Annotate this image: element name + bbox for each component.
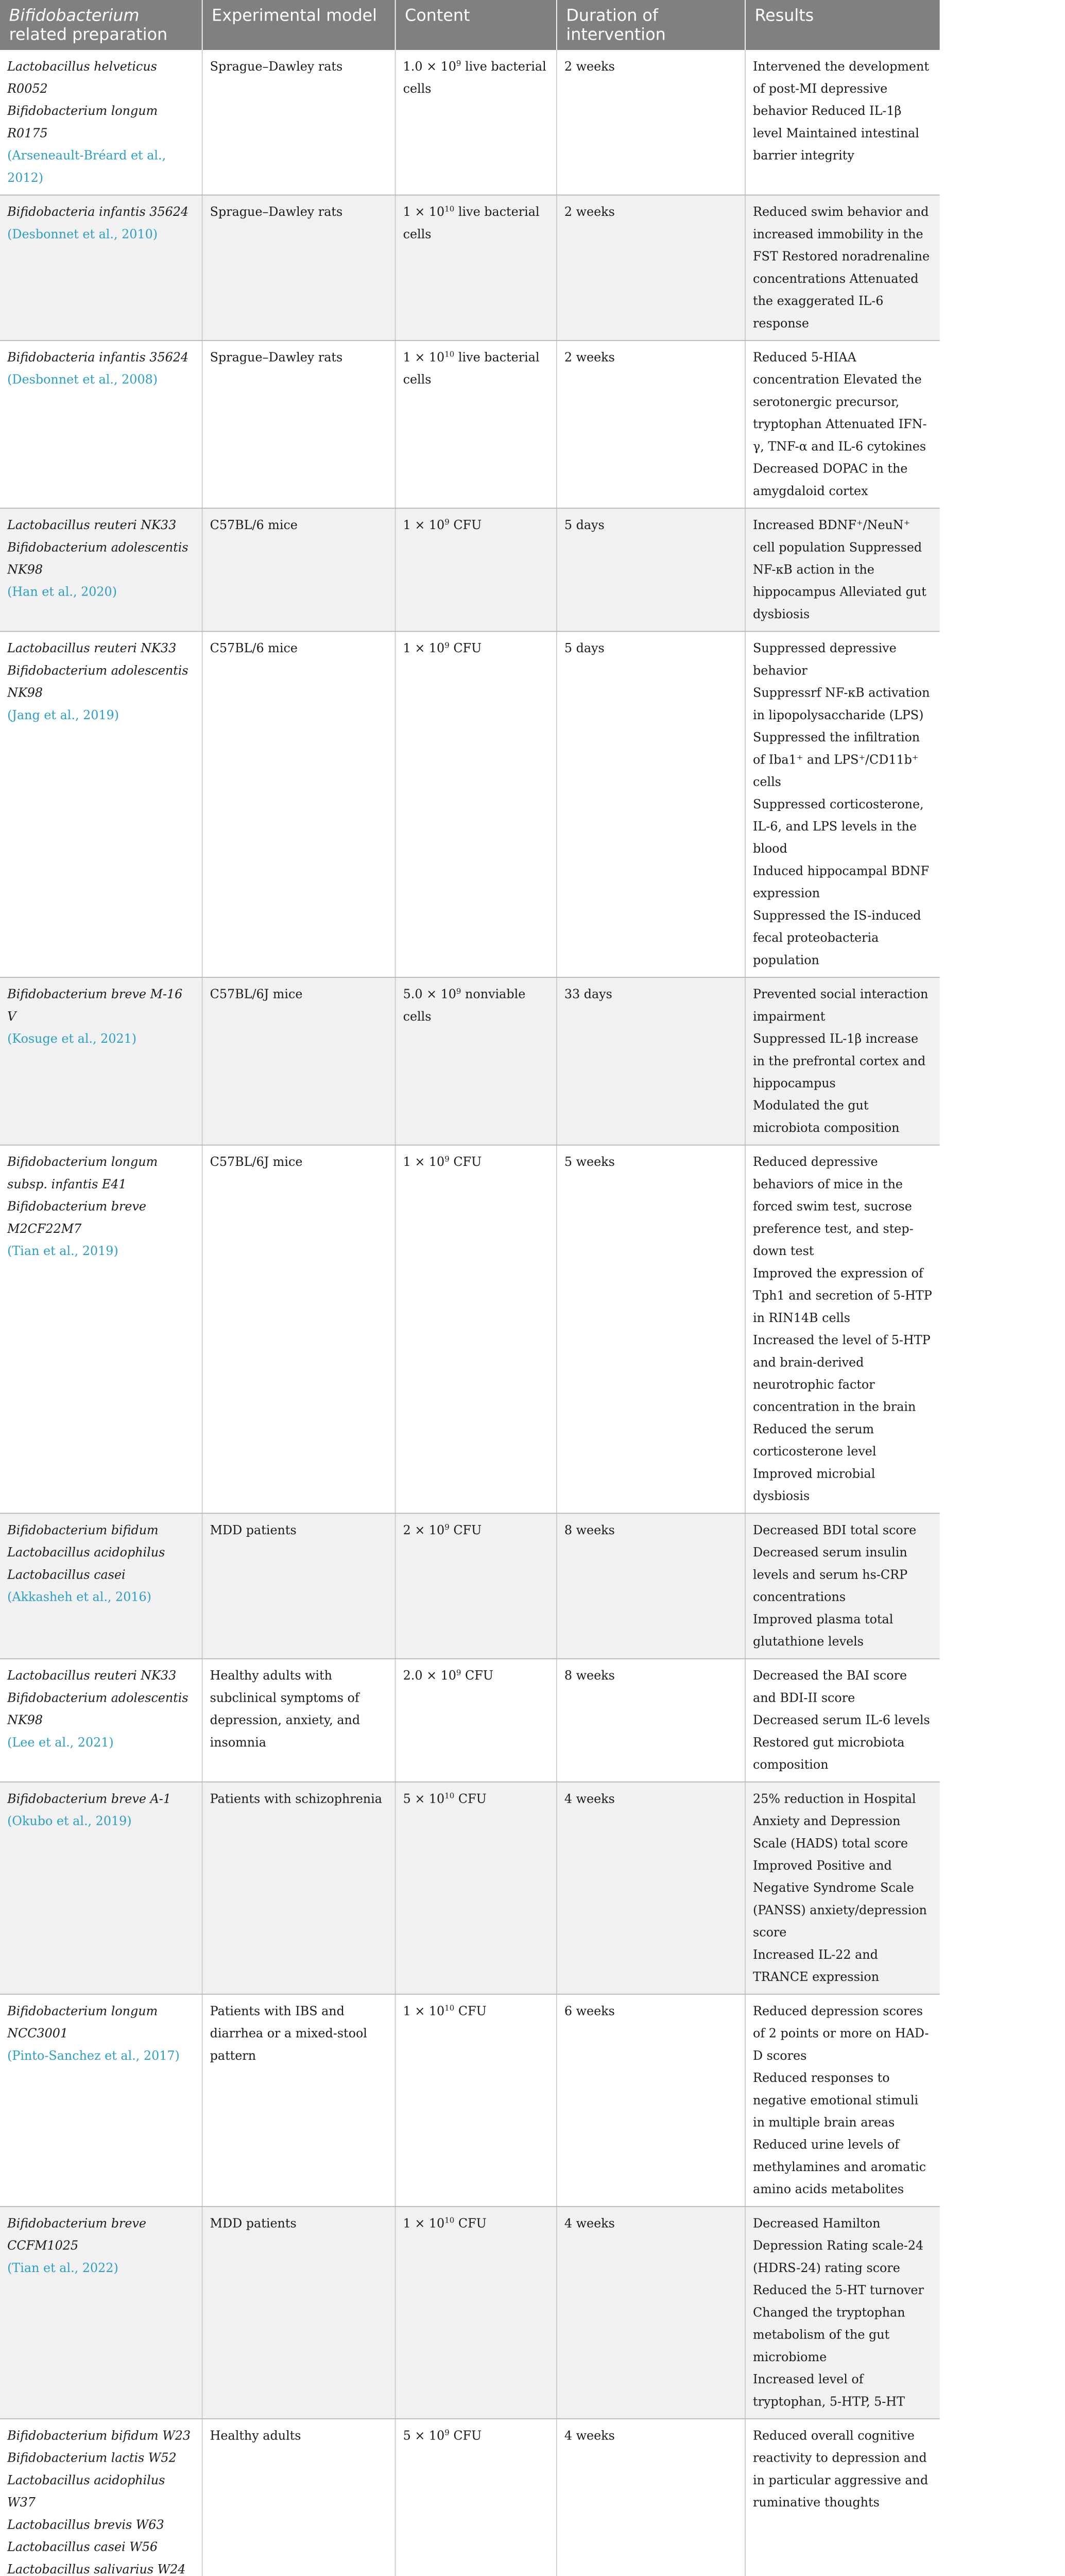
citation-link[interactable]: (Desbonnet et al., 2010) <box>7 227 158 242</box>
experimental-model-text: C57BL/6J mice <box>210 987 303 1002</box>
cell-duration <box>557 1782 745 1994</box>
cell-results <box>745 195 940 341</box>
cell-content <box>396 1145 557 1514</box>
result-item: 25% reduction in Hospital Anxiety and Depression Scale (HADS) total score <box>753 1792 916 1851</box>
strain-name: Bifidobacterium longum subsp. infantis E41 Bifidobacterium breve M2CF22M7 <box>7 1155 158 1236</box>
content-exponent: 9 <box>456 987 461 996</box>
cell-preparation <box>0 1782 202 1994</box>
cell-results <box>745 2419 940 2576</box>
result-item: Increased the level of 5-HTP and brain-derived neurotrophic factor concentration in the brain <box>753 1333 931 1414</box>
table-row <box>0 50 940 195</box>
header-italic-text: Bifidobacterium <box>9 6 140 25</box>
cell-results <box>745 1513 940 1658</box>
result-item: Decreased BDI total score <box>753 1523 917 1538</box>
header-text-suffix: related preparation <box>9 25 168 44</box>
table-row <box>0 1145 940 1514</box>
cell-content <box>396 1994 557 2207</box>
content-unit: CFU <box>454 2216 487 2231</box>
content-unit: CFU <box>454 2004 487 2019</box>
citation-link[interactable]: (Pinto-Sanchez et al., 2017) <box>7 2048 180 2063</box>
content-base: 2 × 10 <box>403 1523 445 1538</box>
cell-experimental-model <box>202 508 396 631</box>
cell-content <box>396 2419 557 2576</box>
content-base: 1 × 10 <box>403 205 445 219</box>
experimental-model-text: Patients with IBS and diarrhea or a mixed-stool pattern <box>210 2004 367 2063</box>
content-unit: CFU <box>449 1523 482 1538</box>
experimental-model-text: MDD patients <box>210 1523 297 1538</box>
content-exponent: 10 <box>444 2004 455 2013</box>
cell-content <box>396 1659 557 1782</box>
cell-content <box>396 341 557 509</box>
cell-experimental-model <box>202 2419 396 2576</box>
strain-name: Bifidobacterium breve A-1 <box>7 1792 171 1806</box>
cell-results <box>745 2207 940 2419</box>
duration-text: 4 weeks <box>564 2216 615 2231</box>
cell-duration <box>557 1994 745 2207</box>
content-base: 1 × 10 <box>403 350 445 365</box>
table-row <box>0 1994 940 2207</box>
duration-text: 4 weeks <box>564 2429 615 2443</box>
table-row <box>0 2207 940 2419</box>
cell-duration <box>557 977 745 1145</box>
strain-name: Bifidobacterium breve CCFM1025 <box>7 2216 146 2253</box>
content-base: 1 × 10 <box>403 1155 445 1170</box>
cell-experimental-model <box>202 2207 396 2419</box>
result-item: Reduced depressive behaviors of mice in the forced swim test, sucrose preference test, and step-down test <box>753 1155 914 1259</box>
table-header <box>0 0 940 50</box>
cell-results <box>745 632 940 977</box>
cell-results <box>745 977 940 1145</box>
result-item: Reduced urine levels of methylamines and aromatic amino acids metabolites <box>753 2138 926 2197</box>
experimental-model-text: C57BL/6 mice <box>210 518 298 533</box>
cell-duration <box>557 1513 745 1658</box>
content-unit: CFU <box>449 641 482 656</box>
strain-name: Lactobacillus acidophilus <box>7 1545 165 1560</box>
citation-link[interactable]: (Okubo et al., 2019) <box>7 1814 132 1828</box>
cell-experimental-model <box>202 341 396 509</box>
table-body <box>0 50 940 2576</box>
cell-duration <box>557 1659 745 1782</box>
experimental-model-text: C57BL/6 mice <box>210 641 298 656</box>
citation-link[interactable]: (Kosuge et al., 2021) <box>7 1031 137 1046</box>
cell-preparation <box>0 50 202 195</box>
strain-name: Bifidobacterium bifidum <box>7 1523 159 1538</box>
header-preparation <box>0 0 202 50</box>
result-item: Suppressed IL-1β increase in the prefrontal cortex and hippocampus <box>753 1031 926 1091</box>
citation-link[interactable]: (Tian et al., 2022) <box>7 2261 118 2276</box>
cell-preparation <box>0 341 202 509</box>
duration-text: 5 weeks <box>564 1155 615 1170</box>
content-exponent: 9 <box>444 2428 450 2438</box>
result-item: Improved microbial dysbiosis <box>753 1467 875 1503</box>
cell-experimental-model <box>202 977 396 1145</box>
content-base: 5 × 10 <box>403 1792 445 1806</box>
cell-experimental-model <box>202 632 396 977</box>
cell-preparation <box>0 2419 202 2576</box>
citation-link[interactable]: (Akkasheh et al., 2016) <box>7 1590 151 1604</box>
result-item: Suppressed the IS-induced fecal proteobacteria population <box>753 908 921 968</box>
content-unit: CFU <box>449 518 482 533</box>
experimental-model-text: Healthy adults with subclinical symptoms of depression, anxiety, and insomnia <box>210 1669 360 1750</box>
result-item: Reduced overall cognitive reactivity to depression and in particular aggressive and ruminative thoughts <box>753 2429 929 2510</box>
cell-experimental-model <box>202 1145 396 1514</box>
result-item: Restored gut microbiota composition <box>753 1735 905 1772</box>
duration-text: 2 weeks <box>564 205 615 219</box>
cell-preparation <box>0 1659 202 1782</box>
result-item: Decreased Hamilton Depression Rating scale-24 (HDRS-24) rating score <box>753 2216 924 2276</box>
cell-content <box>396 508 557 631</box>
duration-text: 2 weeks <box>564 59 615 74</box>
result-item: Improved plasma total glutathione levels <box>753 1612 894 1649</box>
cell-results <box>745 1994 940 2207</box>
cell-preparation <box>0 632 202 977</box>
cell-experimental-model <box>202 1782 396 1994</box>
header-text: Duration of intervention <box>566 6 666 44</box>
duration-text: 4 weeks <box>564 1792 615 1806</box>
result-item: Decreased serum IL-6 levels <box>753 1713 930 1727</box>
content-exponent: 9 <box>444 641 450 650</box>
table-row <box>0 2419 940 2576</box>
content-base: 5 × 10 <box>403 2429 445 2443</box>
table-row <box>0 1782 940 1994</box>
result-item: Reduced swim behavior and increased immobility in the FST Restored noradrenaline concentrations Attenuated the exaggerated IL-6 response <box>753 205 930 331</box>
result-item: Improved Positive and Negative Syndrome Scale (PANSS) anxiety/depression score <box>753 1858 927 1940</box>
experimental-model-text: C57BL/6J mice <box>210 1155 303 1170</box>
header-experimental-model <box>202 0 396 50</box>
strain-name: Bifidobacterium adolescentis NK98 <box>7 664 188 700</box>
cell-preparation <box>0 2207 202 2419</box>
content-base: 1 × 10 <box>403 641 445 656</box>
citation-link[interactable]: (Arseneault-Bréard et al., 2012) <box>7 148 166 185</box>
cell-results <box>745 1145 940 1514</box>
strain-name: Lactobacillus reuteri NK33 <box>7 518 177 533</box>
strain-name: Lactobacillus reuteri NK33 <box>7 641 177 656</box>
strain-name: Bifidobacterium adolescentis NK98 <box>7 1691 188 1727</box>
duration-text: 5 days <box>564 641 605 656</box>
result-item: Suppressed depressive behavior <box>753 641 897 678</box>
result-item: Reduced the serum corticosterone level <box>753 1422 877 1459</box>
content-base: 1.0 × 10 <box>403 59 456 74</box>
result-item: Changed the tryptophan metabolism of the gut microbiome <box>753 2306 905 2364</box>
table-row <box>0 195 940 341</box>
content-unit: nonviable cells <box>403 987 526 1024</box>
result-item: Decreased the BAI score and BDI-II score <box>753 1669 907 1705</box>
strain-name: Bifidobacteria infantis 35624 <box>7 205 189 219</box>
content-unit: CFU <box>454 1792 487 1806</box>
experimental-model-text: Sprague–Dawley rats <box>210 350 343 365</box>
header-text: Experimental model <box>212 6 377 25</box>
cell-duration <box>557 2419 745 2576</box>
duration-text: 8 weeks <box>564 1523 615 1538</box>
content-base: 1 × 10 <box>403 2216 445 2231</box>
strain-name: Lactobacillus casei W56 <box>7 2540 158 2554</box>
strain-name: Bifidobacterium breve M-16 V <box>7 987 183 1024</box>
cell-results <box>745 508 940 631</box>
result-item: Intervened the development of post-MI depressive behavior Reduced IL-1β level Maintained intestinal barrier integrity <box>753 59 929 163</box>
experimental-model-text: Sprague–Dawley rats <box>210 205 343 219</box>
cell-duration <box>557 2207 745 2419</box>
experimental-model-text: MDD patients <box>210 2216 297 2231</box>
cell-preparation <box>0 508 202 631</box>
result-item: Induced hippocampal BDNF expression <box>753 864 930 901</box>
result-item: Modulated the gut microbiota composition <box>753 1098 900 1136</box>
content-unit: CFU <box>449 1155 482 1170</box>
table-row <box>0 341 940 509</box>
header-text: Results <box>754 6 814 25</box>
result-item: Increased level of tryptophan, 5-HTP, 5-HT <box>753 2372 905 2409</box>
result-item: Improved the expression of Tph1 and secretion of 5-HTP in RIN14B cells <box>753 1266 932 1325</box>
cell-content <box>396 977 557 1145</box>
cell-results <box>745 1782 940 1994</box>
result-item: Increased BDNF⁺/NeuN⁺ cell population Suppressed NF-κB action in the hippocampus Alleviated gut dysbiosis <box>753 518 926 622</box>
content-exponent: 10 <box>444 2216 455 2225</box>
header-content <box>396 0 557 50</box>
table-row <box>0 1513 940 1658</box>
cell-duration <box>557 195 745 341</box>
content-exponent: 9 <box>444 1155 450 1164</box>
table-row <box>0 632 940 977</box>
cell-experimental-model <box>202 50 396 195</box>
cell-preparation <box>0 195 202 341</box>
citation-link[interactable]: (Jang et al., 2019) <box>7 708 119 723</box>
content-exponent: 9 <box>456 1668 461 1677</box>
content-exponent: 10 <box>444 1791 455 1801</box>
duration-text: 5 days <box>564 518 605 533</box>
strain-name: Lactobacillus helveticus R0052 <box>7 59 157 96</box>
content-unit: live bacterial cells <box>403 59 546 96</box>
strain-name: Bifidobacterium longum R0175 <box>7 104 158 141</box>
strain-name: Lactobacillus acidophilus W37 <box>7 2473 165 2510</box>
content-base: 5.0 × 10 <box>403 987 456 1002</box>
header-row <box>0 0 940 50</box>
header-text: Content <box>405 6 470 25</box>
cell-experimental-model <box>202 1994 396 2207</box>
cell-results <box>745 341 940 509</box>
experimental-model-text: Healthy adults <box>210 2429 301 2443</box>
strain-name: Bifidobacterium lactis W52 <box>7 2451 177 2465</box>
result-item: Reduced 5-HIAA concentration Elevated the serotonergic precursor, tryptophan Attenuated IFN-γ, TNF-α and IL-6 cytokines Decreased DOPAC in the amygdaloid cortex <box>753 350 927 499</box>
duration-text: 8 weeks <box>564 1669 615 1683</box>
content-base: 1 × 10 <box>403 2004 445 2019</box>
strain-name: Lactobacillus brevis W63 <box>7 2518 164 2532</box>
content-unit: CFU <box>461 1669 493 1683</box>
cell-content <box>396 195 557 341</box>
result-item: Reduced responses to negative emotional stimuli in multiple brain areas <box>753 2071 919 2130</box>
strain-name: Bifidobacterium longum NCC3001 <box>7 2004 158 2041</box>
result-item: Prevented social interaction impairment <box>753 987 929 1024</box>
content-exponent: 9 <box>444 517 450 527</box>
cell-duration <box>557 50 745 195</box>
strain-name: Lactobacillus reuteri NK33 <box>7 1669 177 1683</box>
cell-experimental-model <box>202 1513 396 1658</box>
content-unit: live bacterial cells <box>403 205 540 242</box>
header-duration <box>557 0 745 50</box>
cell-experimental-model <box>202 195 396 341</box>
content-exponent: 9 <box>444 1522 450 1532</box>
cell-preparation <box>0 1513 202 1658</box>
citation-link[interactable]: (Lee et al., 2021) <box>7 1735 114 1750</box>
cell-preparation <box>0 977 202 1145</box>
result-item: Suppressed corticosterone, IL-6, and LPS levels in the blood <box>753 797 924 856</box>
cell-results <box>745 1659 940 1782</box>
cell-duration <box>557 632 745 977</box>
strain-name: Bifidobacterium bifidum W23 <box>7 2429 191 2443</box>
cell-content <box>396 1513 557 1658</box>
cell-content <box>396 2207 557 2419</box>
cell-content <box>396 1782 557 1994</box>
strain-name: Bifidobacterium adolescentis NK98 <box>7 540 188 577</box>
content-base: 1 × 10 <box>403 518 445 533</box>
cell-duration <box>557 508 745 631</box>
result-item: Suppressed the infiltration of Iba1⁺ and LPS⁺/CD11b⁺ cells <box>753 730 920 789</box>
experimental-model-text: Sprague–Dawley rats <box>210 59 343 74</box>
duration-text: 2 weeks <box>564 350 615 365</box>
strain-name: Lactobacillus salivarius W24 <box>7 2562 186 2576</box>
duration-text: 33 days <box>564 987 612 1002</box>
cell-preparation <box>0 1994 202 2207</box>
cell-results <box>745 50 940 195</box>
cell-preparation <box>0 1145 202 1514</box>
header-results <box>745 0 940 50</box>
content-base: 2.0 × 10 <box>403 1669 456 1683</box>
table-row <box>0 1659 940 1782</box>
cell-duration <box>557 341 745 509</box>
content-exponent: 10 <box>444 350 455 360</box>
result-item: Reduced depression scores of 2 points or more on HAD-D scores <box>753 2004 929 2063</box>
strain-name: Lactobacillus casei <box>7 1568 126 1582</box>
strain-name: Bifidobacteria infantis 35624 <box>7 350 189 365</box>
result-item: Decreased serum insulin levels and serum hs-CRP concentrations <box>753 1545 908 1604</box>
table-row <box>0 508 940 631</box>
cell-content <box>396 50 557 195</box>
content-exponent: 9 <box>456 59 461 69</box>
content-unit: live bacterial cells <box>403 350 540 387</box>
result-item: Suppressrf NF-κB activation in lipopolysaccharide (LPS) <box>753 686 930 723</box>
content-unit: CFU <box>449 2429 482 2443</box>
cell-content <box>396 632 557 977</box>
cell-duration <box>557 1145 745 1514</box>
duration-text: 6 weeks <box>564 2004 615 2019</box>
content-exponent: 10 <box>444 205 455 214</box>
cell-experimental-model <box>202 1659 396 1782</box>
citation-link[interactable]: (Han et al., 2020) <box>7 585 117 599</box>
result-item: Reduced the 5-HT turnover <box>753 2283 924 2298</box>
experimental-model-text: Patients with schizophrenia <box>210 1792 382 1806</box>
citation-link[interactable]: (Desbonnet et al., 2008) <box>7 372 158 387</box>
table-row <box>0 977 940 1145</box>
result-item: Increased IL-22 and TRANCE expression <box>753 1947 880 1985</box>
citation-link[interactable]: (Tian et al., 2019) <box>7 1244 118 1259</box>
